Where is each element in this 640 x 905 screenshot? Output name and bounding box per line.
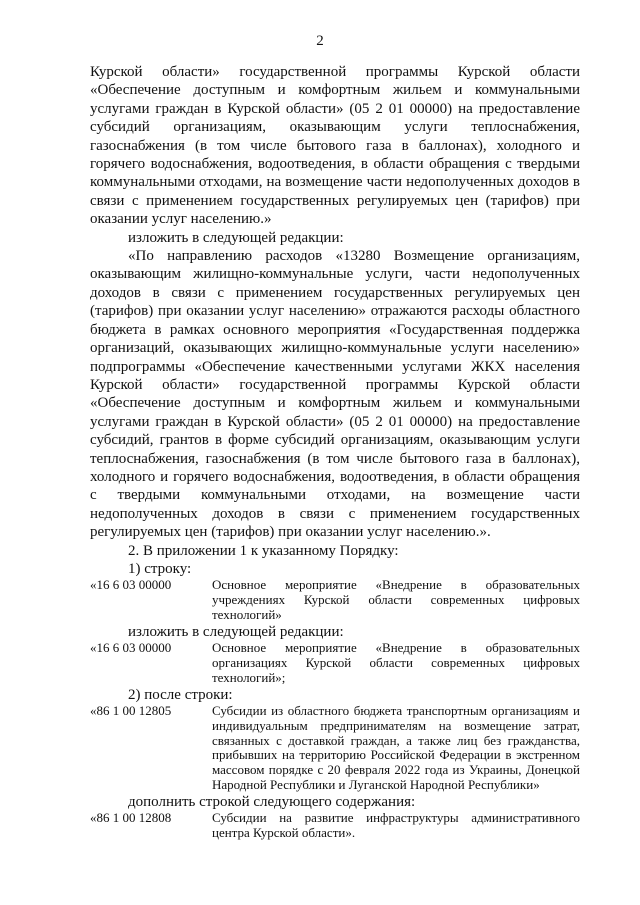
budget-code: «16 6 03 00000 (90, 577, 172, 593)
paragraph-line-label: 2) после строки: (128, 686, 233, 703)
page-number: 2 (316, 33, 324, 49)
budget-row (90, 704, 580, 793)
paragraph-instruction: дополнить строкой следующего содержания: (128, 793, 416, 810)
budget-description: Субсидии из областного бюджета транспортным организациям и индивидуальным предпринимателям на возмещение затрат, связанных с доставкой граждан, а также лиц без гражданства, прибывших на территорию Российской Федерации в экстренном массовом порядке с 20 февраля 2022 года из Украины, Донецкой Народной Республики и Луганской Народной Республики» (212, 702, 580, 792)
paragraph-new-edition: «По направлению расходов «13280 Возмещение организациям, оказывающим жилищно-коммунальные услуги, части недополученных доходов в связи с применением государственных регулируемых цен (тарифов) при оказании услуг населению» отражаются расходы областного бюджета в рамках основного мероприятия «Государственная поддержка организаций, оказывающих жилищно-коммунальные услуги населению» подпрограммы «Обеспечение качественными услугами ЖКХ населения Курской области» государственной программы Курской области «Обеспечение доступным и комфортным жильем и коммунальными услугами граждан в Курской области» (05 2 01 00000) на предоставление субсидий, грантов в форме субсидий организациям, оказывающим услуги теплоснабжения, газоснабжения (в том числе бытового газа в баллонах), холодного и горячего водоснабжения, водоотведения, в области обращения с твердыми коммунальными отходами, на возмещение части недополученных доходов в связи с применением государственных регулируемых цен (тарифов) при оказании услуг населению.». (90, 248, 580, 541)
budget-description: Основное мероприятие «Внедрение в образовательных учреждениях Курской области современных цифровых технологий» (212, 577, 580, 622)
budget-code: «16 6 03 00000 (90, 640, 172, 656)
budget-description: Основное мероприятие «Внедрение в образовательных организациях Курской области современных цифровых технологий»; (212, 640, 580, 685)
budget-row (90, 578, 580, 622)
budget-code: «86 1 00 12808 (90, 810, 172, 826)
paragraph-line-label: 1) строку: (128, 560, 192, 577)
document-body (90, 63, 580, 841)
budget-description: Субсидии на развитие инфраструктуры административного центра Курской области». (212, 810, 580, 840)
paragraph-instruction: изложить в следующей редакции: (128, 229, 344, 246)
paragraph-appendix-item: 2. В приложении 1 к указанному Порядку: (128, 542, 399, 559)
budget-row (90, 811, 580, 841)
budget-code: «86 1 00 12805 (90, 702, 172, 718)
budget-row (90, 641, 580, 685)
paragraph-continuation: Курской области» государственной программы Курской области «Обеспечение доступным и комфортным жильем и коммунальными услугами граждан в Курской области» (05 2 01 00000) на предоставление субсидий организациям, оказывающим услуги теплоснабжения, газоснабжения (в том числе бытового газа в баллонах), холодного и горячего водоснабжения, водоотведения, в области обращения с твердыми коммунальными отходами, на возмещение части недополученных доходов в связи с применением государственных регулируемых цен (тарифов) при оказании услуг населению.» (90, 64, 580, 228)
paragraph-instruction: изложить в следующей редакции: (128, 623, 344, 640)
